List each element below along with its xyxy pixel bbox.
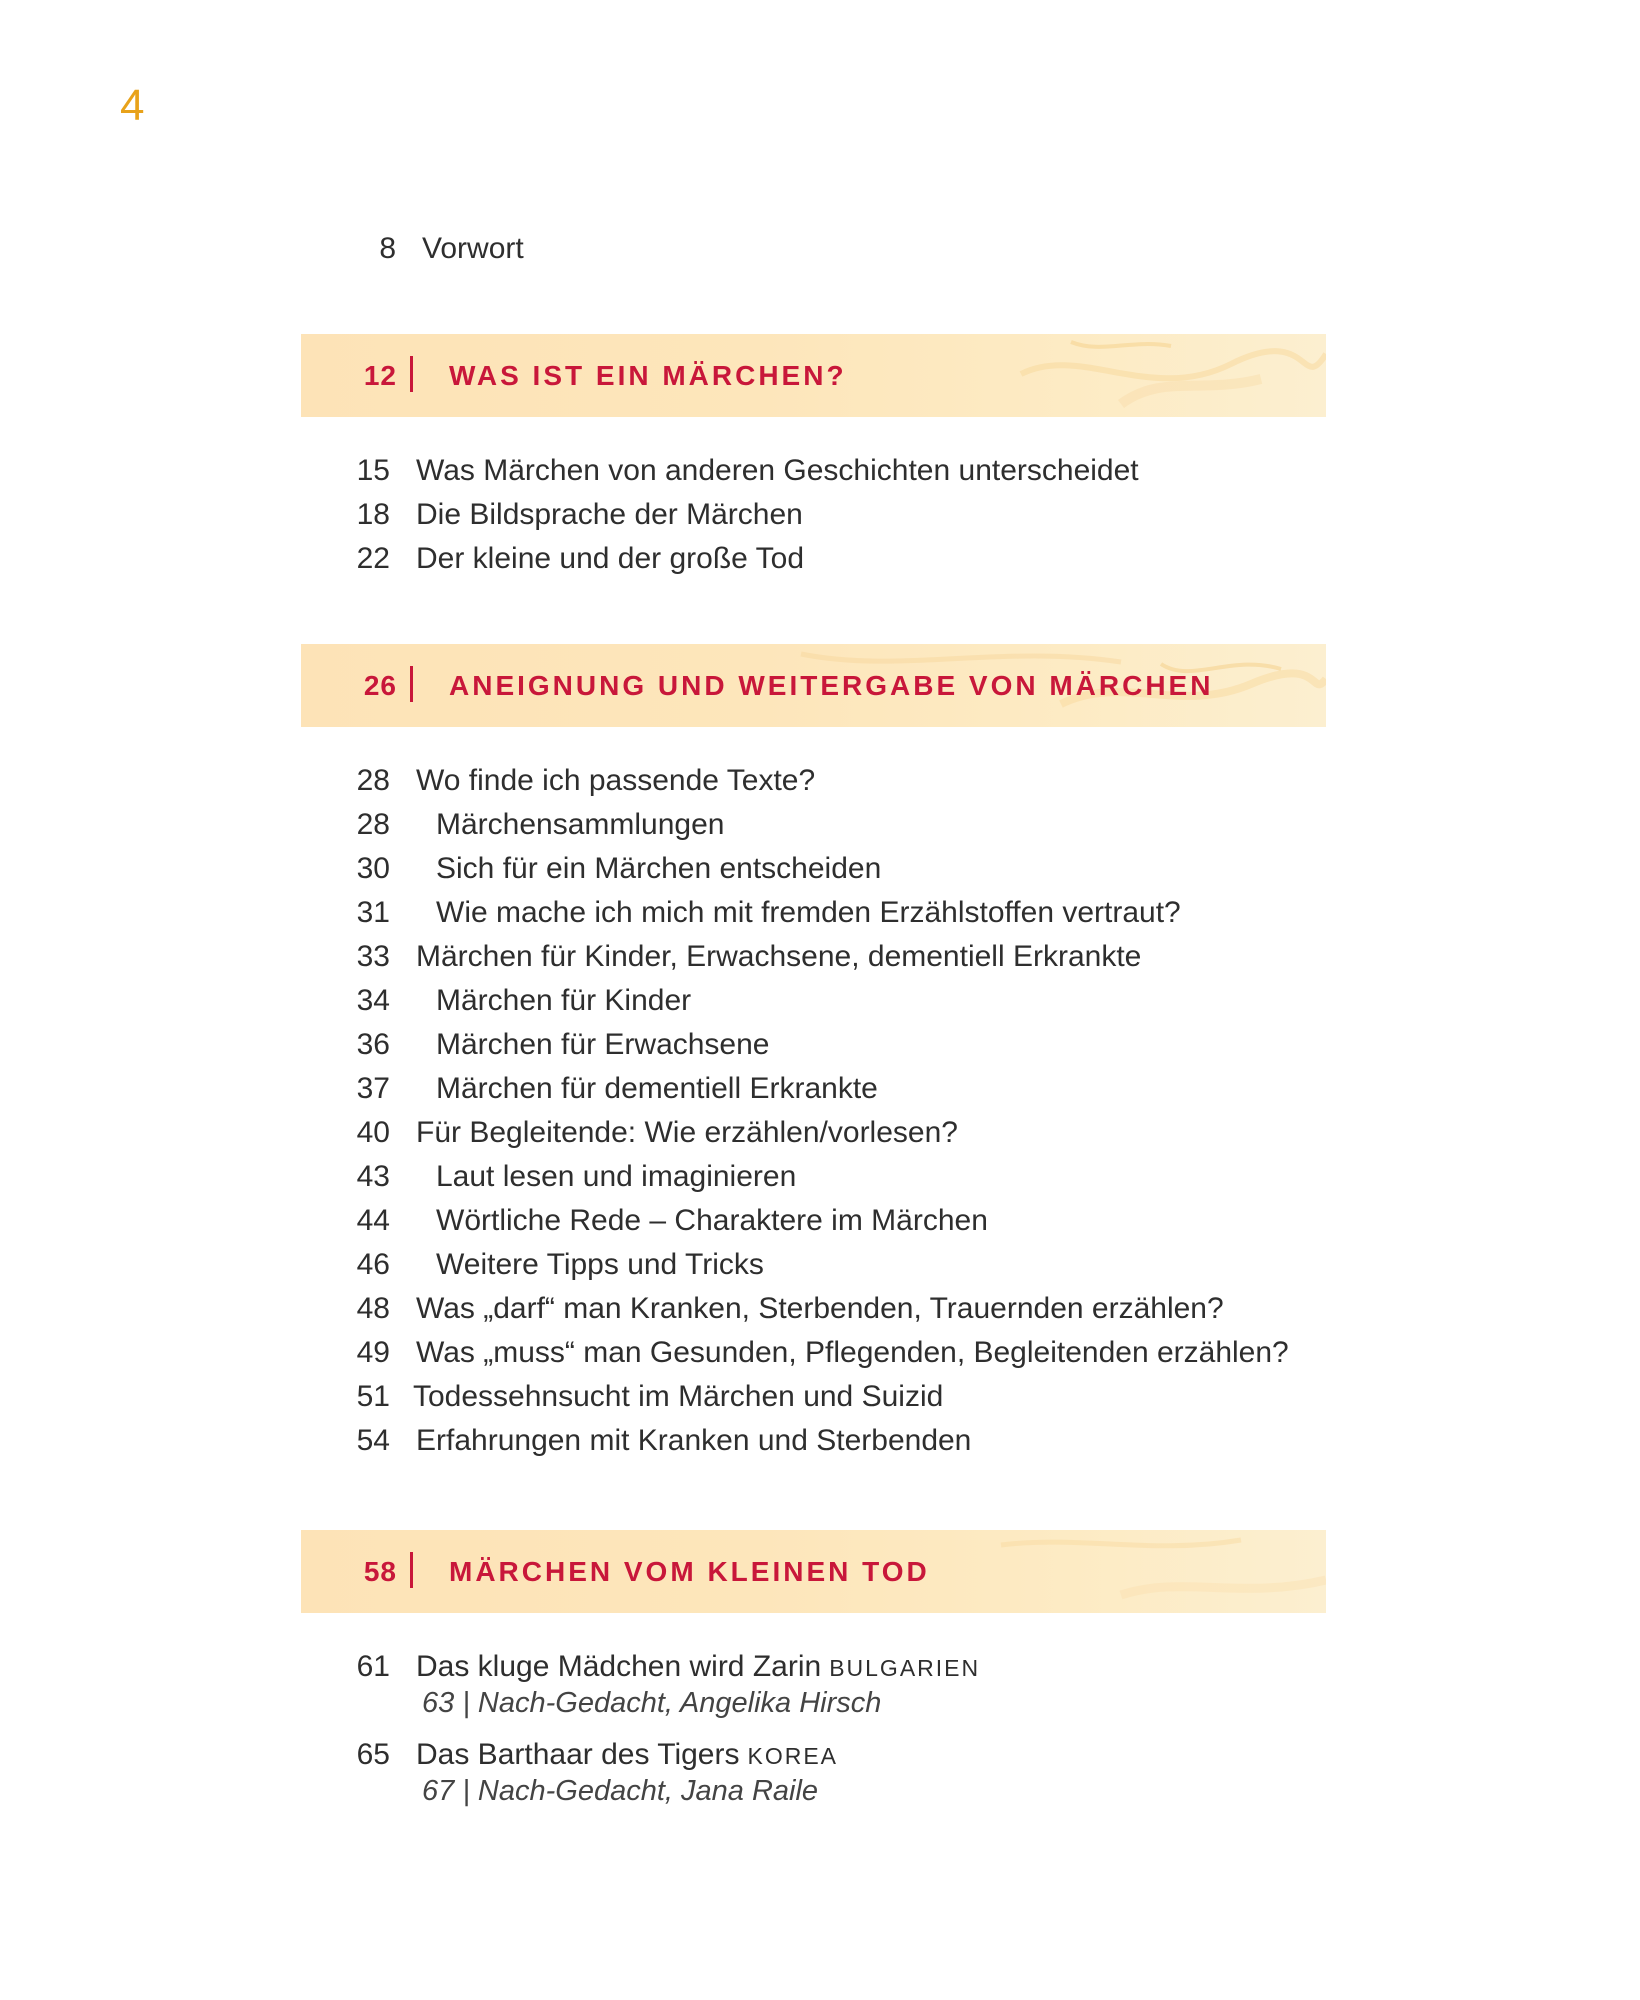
toc-entry-page: 15 xyxy=(356,454,390,487)
section-divider xyxy=(410,356,413,392)
toc-entry-title: Vorwort xyxy=(422,232,524,265)
toc-entry-title: Wie mache ich mich mit fremden Erzählstoffen vertraut? xyxy=(436,896,1181,929)
toc-entry-title: Was Märchen von anderen Geschichten unterscheidet xyxy=(416,454,1139,487)
toc-entry-page: 65 xyxy=(356,1738,390,1771)
toc-entry[interactable] xyxy=(300,1419,1340,1463)
section-title: ANEIGNUNG UND WEITERGABE VON MÄRCHEN xyxy=(449,670,1214,701)
toc-entry-title: Der kleine und der große Tod xyxy=(416,542,805,575)
toc-entry-page: 43 xyxy=(356,1160,390,1193)
toc-entry-page: 40 xyxy=(356,1116,390,1149)
section-header-3[interactable] xyxy=(301,1530,1326,1613)
section-title: MÄRCHEN VOM KLEINEN TOD xyxy=(449,1556,930,1587)
toc-entry-page: 30 xyxy=(356,852,390,885)
toc-entry[interactable] xyxy=(300,1111,1340,1155)
toc-entry-page: 22 xyxy=(356,542,390,575)
toc-entry-page: 48 xyxy=(356,1292,390,1325)
toc-entry-page: 8 xyxy=(379,232,396,265)
story-title: Das Barthaar des Tigers xyxy=(416,1738,740,1771)
toc-entry[interactable] xyxy=(300,759,1340,803)
section-title: WAS IST EIN MÄRCHEN? xyxy=(449,360,847,391)
toc-entry-title: Sich für ein Märchen entscheiden xyxy=(436,852,882,885)
toc-subentry[interactable] xyxy=(300,979,1340,1023)
toc-entry-vorwort[interactable] xyxy=(306,227,1206,271)
toc-subentry[interactable] xyxy=(300,1243,1340,1287)
toc-entry-title: Was „darf“ man Kranken, Sterbenden, Trauernden erzählen? xyxy=(416,1292,1224,1325)
toc-entry-page: 44 xyxy=(356,1204,390,1237)
toc-entry-page: 51 xyxy=(356,1380,390,1413)
section-page: 26 xyxy=(363,670,397,701)
toc-entry-title: Märchen für Kinder, Erwachsene, dementiell Erkrankte xyxy=(416,940,1142,973)
toc-entry[interactable] xyxy=(300,493,1300,537)
toc-entry-title: Weitere Tipps und Tricks xyxy=(436,1248,764,1281)
toc-entry[interactable] xyxy=(300,1375,1340,1419)
toc-entry-note[interactable]: 67 | Nach-Gedacht, Jana Raile xyxy=(422,1775,819,1807)
toc-subentry[interactable] xyxy=(300,1155,1340,1199)
story-country: BULGARIEN xyxy=(829,1655,981,1681)
toc-entry-title: Erfahrungen mit Kranken und Sterbenden xyxy=(416,1424,972,1457)
toc-entry-page: 18 xyxy=(356,498,390,531)
section-page: 12 xyxy=(363,360,397,391)
toc-subentry[interactable] xyxy=(300,1067,1340,1111)
toc-subentry[interactable] xyxy=(300,803,1340,847)
toc-entry-title: Märchensammlungen xyxy=(436,808,725,841)
toc-entry-page: 28 xyxy=(356,808,390,841)
section-page: 58 xyxy=(363,1556,397,1587)
toc-entry-page: 49 xyxy=(356,1336,390,1369)
toc-entry[interactable] xyxy=(300,935,1340,979)
toc-entry-title: Wo finde ich passende Texte? xyxy=(416,764,816,797)
section-divider xyxy=(410,666,413,702)
toc-subentry[interactable] xyxy=(300,847,1340,891)
toc-entry-page: 61 xyxy=(356,1650,390,1683)
section-divider xyxy=(410,1552,413,1588)
toc-entry-title: Für Begleitende: Wie erzählen/vorlesen? xyxy=(416,1116,958,1149)
story-country: KOREA xyxy=(747,1743,839,1769)
toc-entry[interactable] xyxy=(300,1287,1340,1331)
toc-entry-title: Märchen für dementiell Erkrankte xyxy=(436,1072,878,1105)
toc-entry-title: Die Bildsprache der Märchen xyxy=(416,498,803,531)
toc-subentry[interactable] xyxy=(300,1199,1340,1243)
toc-subentry[interactable] xyxy=(300,891,1340,935)
toc-entry-title: Laut lesen und imaginieren xyxy=(436,1160,797,1193)
section-header-1[interactable] xyxy=(301,334,1326,417)
toc-subentry[interactable] xyxy=(300,1023,1340,1067)
toc-entry-title: Was „muss“ man Gesunden, Pflegenden, Begleitenden erzählen? xyxy=(416,1336,1289,1369)
toc-entry[interactable] xyxy=(300,537,1300,581)
story-title: Das kluge Mädchen wird Zarin xyxy=(416,1650,822,1683)
toc-entry-page: 54 xyxy=(356,1424,390,1457)
toc-entry-page: 36 xyxy=(356,1028,390,1061)
toc-entry-note[interactable]: 63 | Nach-Gedacht, Angelika Hirsch xyxy=(422,1687,882,1719)
toc-entry[interactable] xyxy=(300,449,1300,493)
toc-entry-title: Todessehnsucht im Märchen und Suizid xyxy=(413,1380,944,1413)
toc-entry-page: 34 xyxy=(356,984,390,1017)
toc-entry-page: 46 xyxy=(356,1248,390,1281)
section-header-2[interactable] xyxy=(301,644,1326,727)
toc-entry-title: Märchen für Kinder xyxy=(436,984,692,1017)
toc-entry[interactable] xyxy=(300,1331,1340,1375)
toc-entry-page: 31 xyxy=(356,896,390,929)
toc-entry-title: Wörtliche Rede – Charaktere im Märchen xyxy=(436,1204,988,1237)
toc-entry-page: 28 xyxy=(356,764,390,797)
page-number: 4 xyxy=(120,81,145,130)
toc-entry-page: 33 xyxy=(356,940,390,973)
toc-entry-page: 37 xyxy=(356,1072,390,1105)
toc-entry-title: Märchen für Erwachsene xyxy=(436,1028,770,1061)
